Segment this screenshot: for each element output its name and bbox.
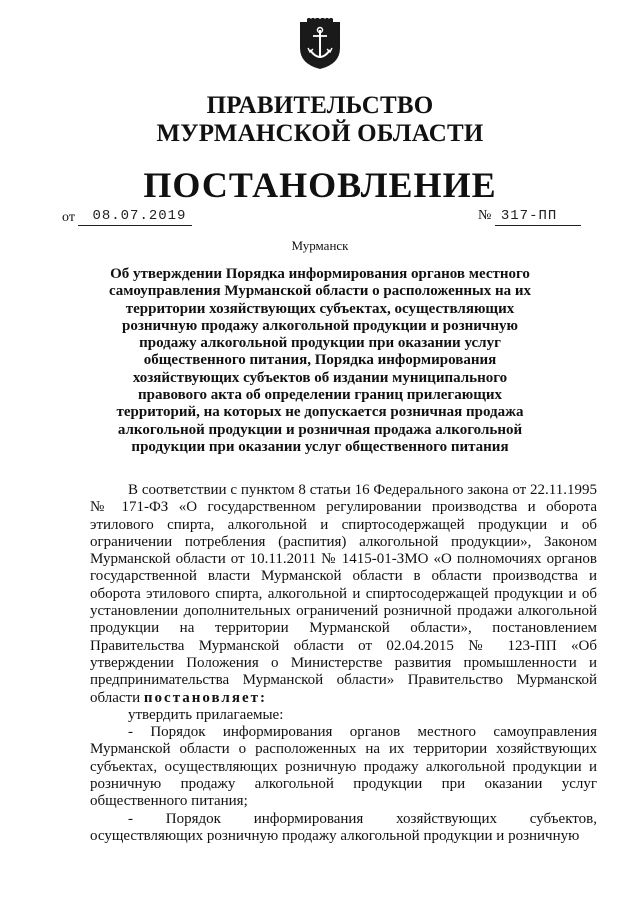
document-body: [90, 482, 597, 845]
preamble-paragraph: [90, 482, 597, 707]
list-item: - Порядок информирования хозяйствующих субъектов, осуществляющих розничную продажу алкогольной продукции и розничную: [90, 810, 597, 844]
government-line-2: МУРМАНСКОЙ ОБЛАСТИ: [156, 120, 484, 147]
number-field: [478, 208, 581, 226]
resolves-word: постановляет:: [143, 689, 267, 706]
date-value: 08.07.2019: [78, 208, 192, 226]
date-label: от: [62, 210, 75, 225]
date-field: [62, 208, 192, 226]
government-line-1: ПРАВИТЕЛЬСТВО: [206, 92, 434, 119]
coat-of-arms-icon: [298, 18, 342, 70]
document-type: ПОСТАНОВЛЕНИЕ: [143, 165, 497, 205]
number-label: №: [478, 208, 492, 223]
document-title: Об утверждении Порядка информирования органов местного самоуправления Мурманской области о расположенных на их территории хозяйствующих субъектах, осуществляющих розничную продажу алкогольной продукции и розничную продажу алкогольной продукции при оказании услуг общественного питания, Порядка информирования хозяйствующих субъектов об издании муниципального правового акта об определении границ прилегающих территорий, на которых не допускается розничная продажа алкогольной продукции и розничная продажа алкогольной продукции при оказании услуг общественного питания: [108, 266, 532, 455]
preamble-text: В соответствии с пунктом 8 статьи 16 Федерального закона от 22.11.1995 № 171-ФЗ «О государственном регулировании производства и оборота этилового спирта, алкогольной и спиртосодержащей продукции и об ограничении потребления (распития) алкогольной продукции», Законом Мурманской области от 10.11.2011 № 1415-01-ЗМО «О полномочиях органов государственной власти Мурманской области в области производства и оборота этилового спирта, алкогольной и спиртосодержащей продукции и об установлении дополнительных ограничений розничной продажи алкогольной продукции на территории Мурманской области», постановлением Правительства Мурманской области от 02.04.2015 № 123-ПП «Об утверждении Положения о Министерстве развития промышленности и предпринимательства Мурманской области» Правительство Мурманской области: [90, 482, 597, 706]
government-name: [0, 92, 640, 148]
city: Мурманск: [291, 238, 349, 253]
approve-paragraph: утвердить прилагаемые:: [128, 706, 284, 723]
list-item: - Порядок информирования органов местного самоуправления Мурманской области о расположенных на их территории хозяйствующих субъектах, осуществляющих розничную продажу алкогольной продукции и розничную продажу алкогольной продукции при оказании услуг общественного питания;: [90, 724, 597, 810]
number-value: 317-ПП: [495, 208, 581, 226]
